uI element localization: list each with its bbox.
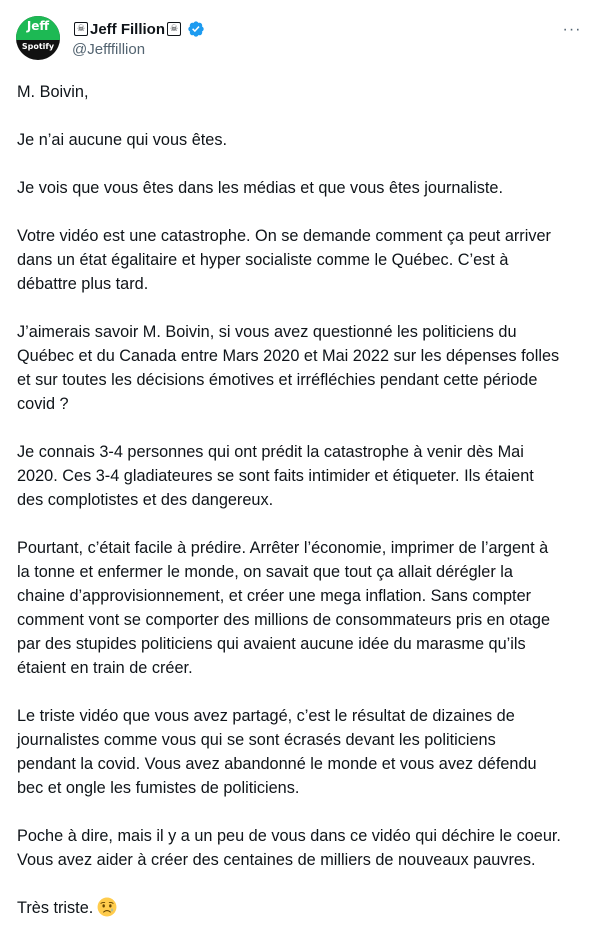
tweet-paragraph: Le triste vidéo que vous avez partagé, c’est le résultat de dizaines de journalistes comme vous qui se sont écrasés devant les politiciens pendant la covid. Vous avez abandonné le monde et vous avez défendu bec et ongle les fumistes de politiciens.	[17, 707, 537, 797]
more-options-icon[interactable]: ···	[562, 21, 582, 38]
display-name[interactable]: Jeff Fillion	[90, 20, 165, 38]
tweet-paragraph: Je vois que vous êtes dans les médias et que vous êtes journaliste.	[17, 179, 504, 197]
tweet-header	[16, 14, 584, 64]
author-handle[interactable]: @Jefffillion	[72, 41, 146, 58]
author-names	[72, 19, 205, 58]
verified-badge-icon	[187, 20, 205, 38]
tweet-paragraph: J’aimerais savoir M. Boivin, si vous avez questionné les politiciens du Québec et du Canada entre Mars 2020 et Mai 2022 sur les dépenses folles et sur toutes les décisions émotives et irréfléchies pendant cette période covid ?	[17, 323, 560, 413]
skull-icon: ☠	[167, 22, 181, 36]
tweet-paragraph: Je n’ai aucune qui vous êtes.	[17, 131, 227, 149]
tweet-paragraph: Poche à dire, mais il y a un peu de vous dans ce vidéo qui déchire le coeur. Vous avez aider à créer des centaines de milliers de nouveaux pauvres.	[17, 827, 561, 869]
avatar-brand-text: Spotify	[21, 42, 55, 51]
avatar-text: Jeff	[26, 19, 50, 33]
tweet-paragraph: Je connais 3-4 personnes qui ont prédit la catastrophe à venir dès Mai 2020. Ces 3-4 gladiateures se sont faits intimider et étiqueter. Ils étaient des complotistes et des dangereux.	[17, 443, 534, 509]
tweet-paragraph: M. Boivin,	[17, 83, 89, 101]
tweet-closing-text: Très triste.	[17, 899, 94, 917]
tweet-closing-line	[17, 896, 587, 920]
skull-icon: ☠	[74, 22, 88, 36]
tweet-body	[17, 80, 587, 944]
avatar[interactable]	[16, 16, 60, 60]
tweet-paragraph: Pourtant, c’était facile à prédire. Arrêter l’économie, imprimer de l’argent à la tonne et enfermer le monde, on savait que tout ça allait dérégler la chaine d’approvisionnement, et créer une mega inflation. Sans compter comment vont se comporter des millions de consommateurs pris en otage par des stupides politiciens qui avaient aucune idée du marasme qu’ils étaient en train de créer.	[17, 539, 550, 677]
display-name-row[interactable]	[72, 19, 205, 39]
tweet-paragraph: Votre vidéo est une catastrophe. On se demande comment ça peut arriver dans un état égalitaire et hyper socialiste comme le Québec. C’est à débattre plus tard.	[17, 227, 551, 293]
sad-but-relieved-face-icon	[97, 897, 117, 917]
